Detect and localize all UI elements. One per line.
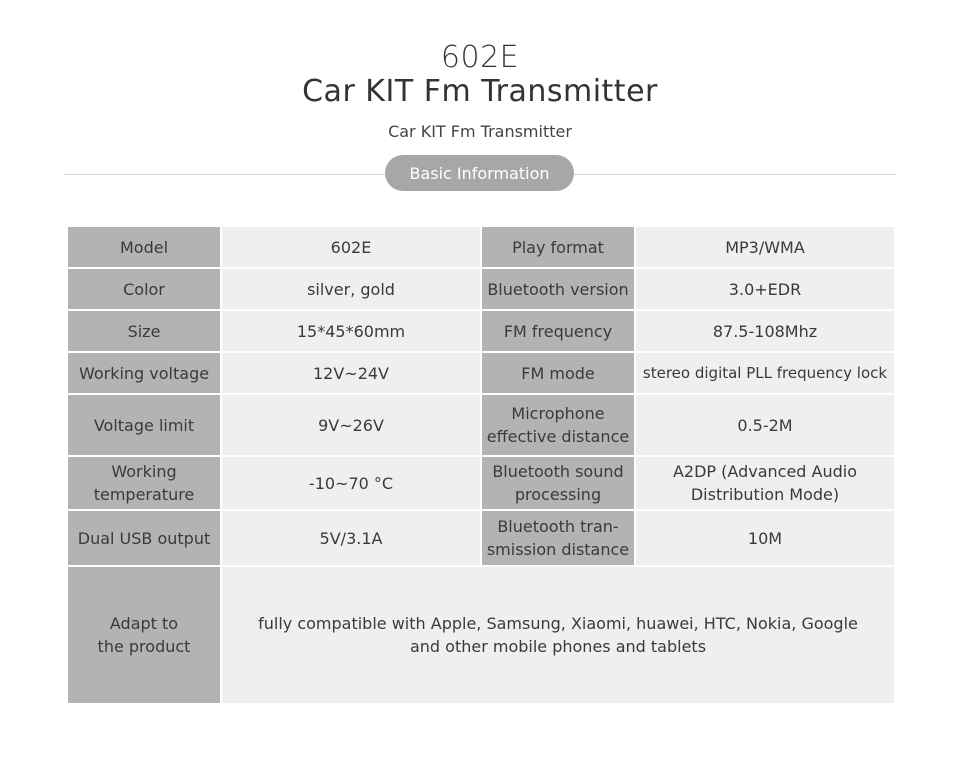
spec-label-adapt [67,566,221,704]
section-label-badge: Basic Information [385,155,574,191]
spec-label-line: processing [514,485,602,504]
product-model-title: 602E [440,40,520,75]
spec-label-line: Working [111,462,177,481]
product-name-title: Car KIT Fm Transmitter [302,74,658,109]
spec-value-bluetooth-distance: 10M [635,510,895,566]
spec-label-line: temperature [93,485,195,504]
spec-label-working-voltage: Working voltage [67,352,221,394]
spec-value-bluetooth-sound [635,456,895,510]
spec-label-line: the product [97,637,191,656]
table-row [67,566,895,704]
spec-label-fm-mode: FM mode [481,352,635,394]
table-row [67,456,895,510]
spec-label-line: Microphone [511,404,605,423]
spec-label-play-format: Play format [481,226,635,268]
spec-label-model: Model [67,226,221,268]
spec-label-fm-frequency: FM frequency [481,310,635,352]
spec-label-bluetooth-distance [481,510,635,566]
spec-label-bluetooth-sound [481,456,635,510]
spec-value-line: Distribution Mode) [690,485,840,504]
spec-value-adapt [221,566,895,704]
spec-label-voltage-limit: Voltage limit [67,394,221,456]
spec-value-size: 15*45*60mm [221,310,481,352]
spec-value-fm-frequency: 87.5-108Mhz [635,310,895,352]
spec-value-bluetooth-version: 3.0+EDR [635,268,895,310]
product-subtitle: Car KIT Fm Transmitter [388,122,572,141]
spec-value-line: A2DP (Advanced Audio [672,462,857,481]
table-row [67,310,895,352]
spec-label-line: Bluetooth sound [492,462,624,481]
spec-label-color: Color [67,268,221,310]
spec-label-size: Size [67,310,221,352]
spec-label-line: Bluetooth tran- [497,517,619,536]
spec-label-microphone-distance [481,394,635,456]
spec-value-microphone-distance: 0.5-2M [635,394,895,456]
spec-label-line: Adapt to [109,614,179,633]
spec-label-dual-usb: Dual USB output [67,510,221,566]
spec-value-play-format: MP3/WMA [635,226,895,268]
table-row [67,268,895,310]
table-row [67,352,895,394]
spec-table [66,225,896,705]
spec-value-model: 602E [221,226,481,268]
spec-value-line: fully compatible with Apple, Samsung, Xiaomi, huawei, HTC, Nokia, Google [258,614,858,633]
spec-value-fm-mode: stereo digital PLL frequency lock [635,352,895,394]
spec-value-voltage-limit: 9V~26V [221,394,481,456]
spec-value-line: and other mobile phones and tablets [409,637,707,656]
table-row [67,394,895,456]
spec-label-line: smission distance [486,540,630,559]
spec-label-line: effective distance [486,427,630,446]
table-row [67,510,895,566]
spec-label-bluetooth-version: Bluetooth version [481,268,635,310]
spec-value-color: silver, gold [221,268,481,310]
spec-value-working-voltage: 12V~24V [221,352,481,394]
table-row [67,226,895,268]
spec-value-dual-usb: 5V/3.1A [221,510,481,566]
spec-label-working-temperature [67,456,221,510]
spec-value-working-temperature: -10~70 °C [221,456,481,510]
